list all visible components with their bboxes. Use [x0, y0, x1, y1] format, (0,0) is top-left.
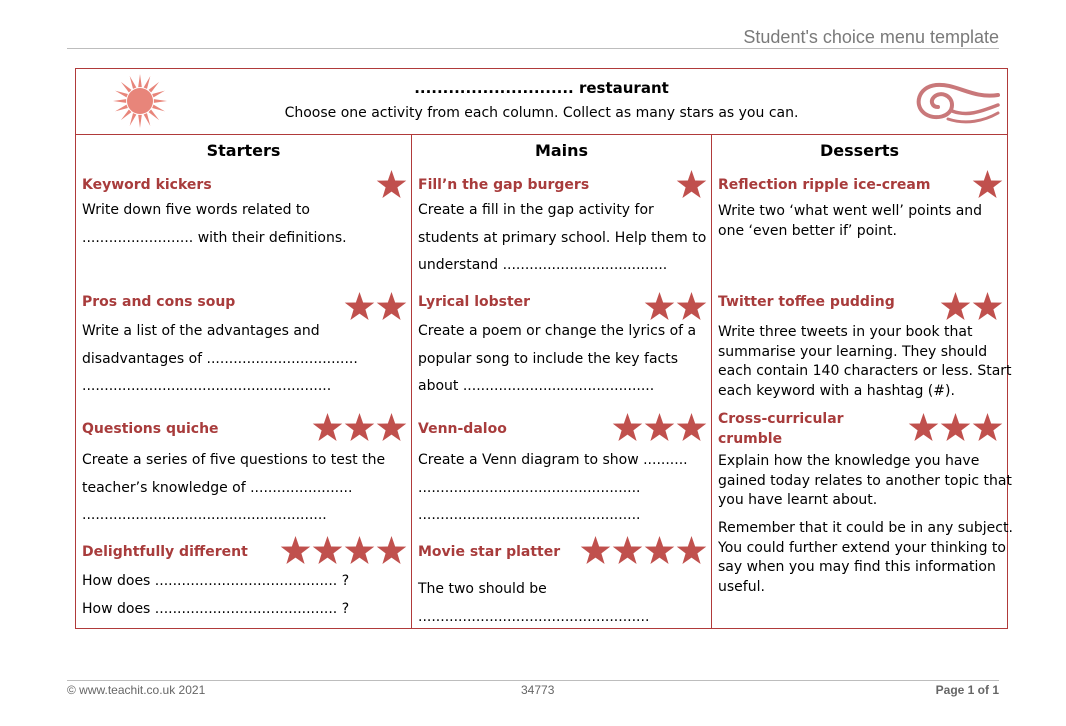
star-rating	[375, 169, 407, 200]
activity-text-line: popular song to include the key facts	[418, 350, 679, 367]
activity-text-line: summarise your learning. They should	[718, 343, 988, 360]
activity-text	[418, 197, 706, 280]
star-icon	[644, 412, 675, 443]
activity-text-line: Write two ‘what went well’ points and	[718, 203, 983, 219]
activity-text-line: each contain 140 characters or less. Start	[718, 363, 1012, 380]
sun-ray	[113, 99, 126, 103]
star-icon	[644, 535, 675, 566]
activity-text-line: Create a Venn diagram to show ..........	[418, 452, 688, 468]
activity-text-line: Create a fill in the gap activity for	[418, 202, 654, 218]
swirl-icon	[912, 81, 1000, 125]
top-divider	[67, 48, 999, 49]
star-rating	[311, 412, 407, 443]
activity-text-line: say when you may find this information	[718, 559, 996, 576]
activity-text-line: useful.	[718, 579, 765, 596]
activity-text	[418, 576, 649, 631]
activity-text-line: ..................................................	[418, 507, 641, 523]
star-icon	[612, 535, 643, 566]
star-icon	[344, 535, 375, 566]
star-icon	[580, 535, 611, 566]
desserts-column	[712, 135, 1013, 628]
star-rating	[939, 291, 1003, 322]
activity-text-line: teacher’s knowledge of .......................	[82, 479, 353, 496]
activity-text-line: ..................................................	[418, 479, 641, 496]
star-icon	[312, 412, 343, 443]
starters-column	[76, 135, 412, 628]
footer-code: 34773	[521, 683, 555, 697]
activity-text-line: .......................................................	[82, 507, 327, 523]
activity-text-line: Write a list of the advantages and	[82, 323, 320, 339]
footer-copyright: © www.teachit.co.uk 2021	[67, 683, 206, 697]
sun-ray	[154, 99, 167, 103]
activity-text-line: ......................... with their definitions.	[82, 229, 347, 246]
activity-title: Keyword kickers	[82, 177, 212, 193]
activity-extra-text	[718, 519, 1013, 598]
star-icon	[676, 412, 707, 443]
activity-text-line: each keyword with a hashtag (#).	[718, 383, 955, 400]
instruction-text: Choose one activity from each column. Collect as many stars as you can.	[284, 105, 799, 121]
activity-text-line: You could further extend your thinking to	[718, 539, 1006, 556]
activity-text-line: one ‘even better if’ point.	[718, 222, 897, 239]
activity-text	[718, 452, 1012, 511]
activity-text-line: ....................................................	[418, 608, 650, 625]
activity-text-line: How does ......................................... ?	[82, 600, 350, 617]
activity-text-line: Explain how the knowledge you have	[718, 453, 980, 469]
activity-title: Fill’n the gap burgers	[418, 177, 590, 193]
activity-text-line: The two should be	[418, 581, 547, 597]
star-icon	[972, 291, 1003, 322]
activity-title: Pros and cons soup	[82, 294, 236, 310]
activity-text-line: Write three tweets in your book that	[718, 324, 973, 340]
star-icon	[344, 412, 375, 443]
activity-title: Movie star platter	[418, 544, 561, 560]
star-icon	[376, 169, 407, 200]
column-heading-starters: Starters	[206, 141, 281, 160]
star-rating	[611, 412, 707, 443]
star-rating	[971, 169, 1003, 200]
footer-divider	[67, 680, 999, 681]
activity-text-line: Write down five words related to	[82, 202, 310, 218]
star-icon	[280, 535, 311, 566]
activity-text-line: disadvantages of ..................................	[82, 350, 358, 367]
activity-text	[718, 323, 1012, 402]
star-icon	[908, 412, 939, 443]
activity-title: Cross-curricular crumble	[718, 411, 844, 447]
star-icon	[940, 291, 971, 322]
star-icon	[376, 412, 407, 443]
star-icon	[312, 535, 343, 566]
activity-title: Questions quiche	[82, 421, 219, 437]
star-rating	[579, 535, 707, 566]
activity-text-line: about ...........................................	[418, 378, 655, 394]
activity-title: Reflection ripple ice-cream	[718, 177, 931, 193]
activity-text-line: you have learnt about.	[718, 492, 878, 509]
star-icon	[376, 535, 407, 566]
activity-text-line: How does ......................................... ?	[82, 573, 350, 589]
activity-text-line: students at primary school. Help them to	[418, 229, 707, 246]
activity-text	[718, 202, 982, 241]
column-heading-desserts: Desserts	[819, 141, 900, 160]
activity-text-line: gained today relates to another topic that	[718, 472, 1012, 489]
column-heading-mains: Mains	[534, 141, 589, 160]
activity-text	[82, 568, 349, 623]
activity-text-line: Create a poem or change the lyrics of a	[418, 323, 697, 339]
star-icon	[972, 169, 1003, 200]
menu-frame	[75, 68, 1013, 629]
activity-title: Lyrical lobster	[418, 294, 531, 310]
star-icon	[612, 412, 643, 443]
activity-title: Twitter toffee pudding	[718, 294, 895, 310]
star-icon	[972, 412, 1003, 443]
activity-text-line: Remember that it could be in any subject.	[718, 520, 1013, 536]
activity-text	[418, 318, 696, 401]
doc-title: Student's choice menu template	[743, 27, 999, 47]
activity-text	[418, 447, 688, 530]
star-rating	[907, 412, 1003, 443]
star-icon	[676, 535, 707, 566]
activity-text-line: understand .....................................	[418, 257, 668, 273]
star-icon	[940, 412, 971, 443]
restaurant-name-line: ............................ restaurant	[414, 79, 669, 97]
footer-page-number: Page 1 of 1	[935, 683, 999, 697]
activity-title: Venn-daloo	[418, 421, 507, 437]
star-icon	[376, 291, 407, 322]
activity-text	[82, 318, 358, 401]
star-icon	[676, 169, 707, 200]
star-rating	[675, 169, 707, 200]
mains-column	[412, 135, 712, 628]
menu-header	[76, 69, 1007, 135]
activity-title: Delightfully different	[82, 544, 248, 560]
activity-text-line: ........................................................	[82, 378, 332, 394]
activity-text	[82, 447, 385, 530]
star-rating	[279, 535, 407, 566]
activity-text	[82, 197, 347, 252]
activity-text-line: Create a series of five questions to test the	[82, 452, 386, 468]
